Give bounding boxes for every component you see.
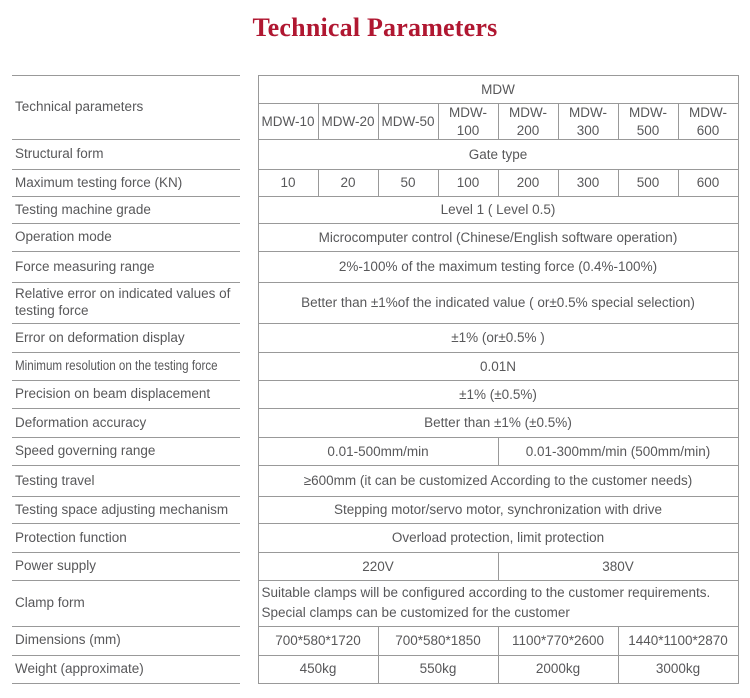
table-row [12, 381, 738, 409]
row-value: 700*580*1720 [258, 626, 378, 655]
model-header: MDW-100 [438, 104, 498, 140]
row-value: Better than ±1% (±0.5%) [258, 409, 738, 438]
table-row [12, 324, 738, 353]
row-value: 2000kg [498, 655, 618, 683]
model-header: MDW-10 [258, 104, 318, 140]
table-row [12, 252, 738, 283]
table-row [12, 409, 738, 438]
row-value: ±1% (±0.5%) [258, 381, 738, 409]
table-row [12, 626, 738, 655]
row-label [12, 353, 240, 381]
table-row [12, 497, 738, 524]
row-value: 220V [258, 553, 498, 581]
row-value: Suitable clamps will be configured according to the customer requirements. Special clamps can be customized for the customer [258, 581, 738, 627]
model-header: MDW-300 [558, 104, 618, 140]
row-value: 550kg [378, 655, 498, 683]
row-value: 700*580*1850 [378, 626, 498, 655]
row-value: 200 [498, 170, 558, 197]
row-label: Protection function [12, 524, 240, 553]
model-header: MDW-50 [378, 104, 438, 140]
column-gap [240, 553, 258, 581]
column-gap [240, 76, 258, 140]
row-label: Structural form [12, 140, 240, 170]
table-row [12, 197, 738, 224]
row-label: Speed governing range [12, 438, 240, 466]
table-row [12, 581, 738, 627]
column-gap [240, 324, 258, 353]
model-header: MDW-600 [678, 104, 738, 140]
row-value: 450kg [258, 655, 378, 683]
row-label: Precision on beam displacement [12, 381, 240, 409]
row-label: Error on deformation display [12, 324, 240, 353]
column-gap [240, 381, 258, 409]
technical-parameters-table [12, 75, 739, 684]
table-row [12, 438, 738, 466]
row-label: Relative error on indicated values of testing force [12, 283, 240, 324]
row-value: 100 [438, 170, 498, 197]
table-header-group-row [12, 76, 738, 104]
row-value: 300 [558, 170, 618, 197]
row-label: Testing space adjusting mechanism [12, 497, 240, 524]
row-value: 600 [678, 170, 738, 197]
table-row [12, 224, 738, 252]
row-label: Testing machine grade [12, 197, 240, 224]
row-value: 2%-100% of the maximum testing force (0.4%-100%) [258, 252, 738, 283]
column-gap [240, 626, 258, 655]
column-gap [240, 497, 258, 524]
row-value: Level 1 ( Level 0.5) [258, 197, 738, 224]
row-value: 0.01N [258, 353, 738, 381]
row-value: ±1% (or±0.5% ) [258, 324, 738, 353]
row-value: 380V [498, 553, 738, 581]
column-gap [240, 197, 258, 224]
row-value: Stepping motor/servo motor, synchronization with drive [258, 497, 738, 524]
column-gap [240, 581, 258, 627]
row-value: 0.01-300mm/min (500mm/min) [498, 438, 738, 466]
row-label: Clamp form [12, 581, 240, 627]
corner-label: Technical parameters [12, 76, 240, 140]
table-row [12, 283, 738, 324]
row-value: Overload protection, limit protection [258, 524, 738, 553]
column-gap [240, 524, 258, 553]
row-label: Maximum testing force (KN) [12, 170, 240, 197]
table-row [12, 353, 738, 381]
row-value: 20 [318, 170, 378, 197]
table-row [12, 553, 738, 581]
row-value: 50 [378, 170, 438, 197]
column-gap [240, 466, 258, 497]
table-row [12, 466, 738, 497]
model-header: MDW-200 [498, 104, 558, 140]
column-gap [240, 252, 258, 283]
row-label: Testing travel [12, 466, 240, 497]
column-gap [240, 224, 258, 252]
column-gap [240, 655, 258, 683]
row-label: Operation mode [12, 224, 240, 252]
series-label: MDW [258, 76, 738, 104]
row-value: Gate type [258, 140, 738, 170]
row-label: Weight (approximate) [12, 655, 240, 683]
row-value: Better than ±1%of the indicated value ( or±0.5% special selection) [258, 283, 738, 324]
row-value: ≥600mm (it can be customized According to the customer needs) [258, 466, 738, 497]
row-value: 1100*770*2600 [498, 626, 618, 655]
row-value: 1440*1100*2870 [618, 626, 738, 655]
row-value: 500 [618, 170, 678, 197]
model-header: MDW-500 [618, 104, 678, 140]
column-gap [240, 353, 258, 381]
row-label: Force measuring range [12, 252, 240, 283]
table-row [12, 655, 738, 683]
row-label: Dimensions (mm) [12, 626, 240, 655]
table-row [12, 140, 738, 170]
row-value: 0.01-500mm/min [258, 438, 498, 466]
column-gap [240, 283, 258, 324]
row-label-text: Minimum resolution on the testing force [15, 358, 218, 374]
row-value: Microcomputer control (Chinese/English software operation) [258, 224, 738, 252]
column-gap [240, 170, 258, 197]
row-value: 10 [258, 170, 318, 197]
column-gap [240, 140, 258, 170]
table-row [12, 170, 738, 197]
column-gap [240, 409, 258, 438]
page-title: Technical Parameters [252, 13, 498, 42]
table-row [12, 524, 738, 553]
row-value: 3000kg [618, 655, 738, 683]
row-label: Power supply [12, 553, 240, 581]
row-label: Deformation accuracy [12, 409, 240, 438]
column-gap [240, 438, 258, 466]
model-header: MDW-20 [318, 104, 378, 140]
